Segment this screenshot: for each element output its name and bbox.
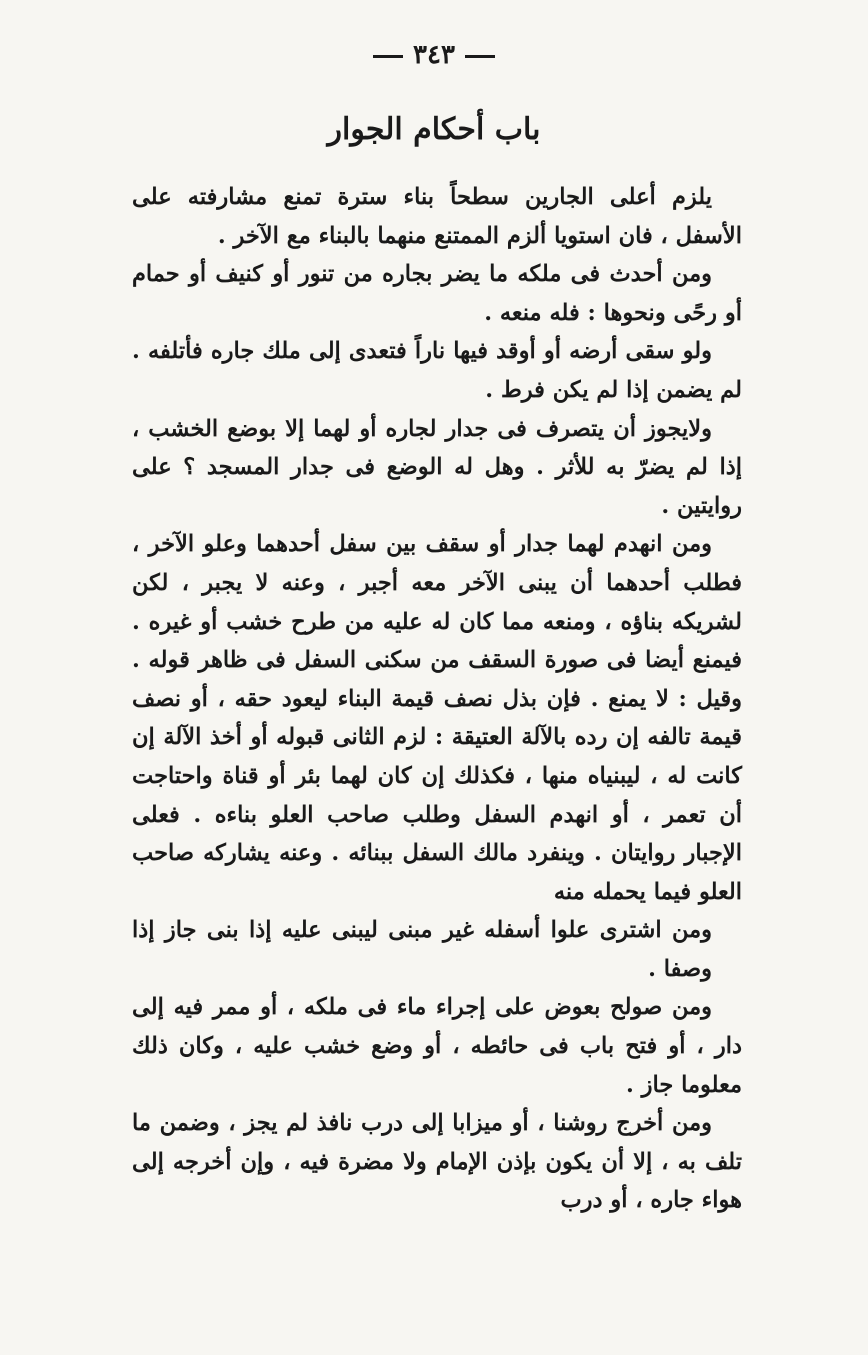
paragraph-2: ومن أحدث فى ملكه ما يضر بجاره من تنور أو كنيف أو حمام أو رحًى ونحوها : فله منعه . xyxy=(132,261,742,326)
page-number-dash-right xyxy=(465,55,495,58)
page-number-dash-left xyxy=(373,55,403,58)
paragraph-4: ولايجوز أن يتصرف فى جدار لجاره أو لهما إلا بوضع الخشب ، إذا لم يضرّ به للأثر . وهل له الوضع فى جدار المسجد ؟ على روايتين . xyxy=(132,415,742,519)
paragraph-3: ولو سقى أرضه أو أوقد فيها ناراً فتعدى إلى ملك جاره فأتلفه . لم يضمن إذا لم يكن فرط . xyxy=(132,338,742,403)
paragraph-5: ومن انهدم لهما جدار أو سقف بين سفل أحدهما وعلو الآخر ، فطلب أحدهما أن يبنى الآخر معه أجبر ، وعنه لا يجبر ، لكن لشريكه بناؤه ، ومنعه مما كان له عليه من طرح خشب أو غيره . فيمنع أيضا فى صورة السقف من سكنى السفل فى ظاهر قوله . وقيل : لا يمنع . فإن بذل نصف قيمة البناء ليعود حقه ، أو نصف قيمة تالفه إن رده بالآلة العتيقة : لزم الثانى قبوله أو أخذ الآلة إن كانت له ، ليبنياه منها ، فكذلك إن كان لهما بئر أو قناة واحتاجت أن تعمر ، أو انهدم السفل وطلب صاحب العلو بناءه . فعلى الإجبار روايتان . وينفرد مالك السفل ببنائه . وعنه يشاركه صاحب العلو فيما يحمله منه xyxy=(132,531,742,905)
body-text xyxy=(132,178,742,1220)
paragraph-7: ومن صولح بعوض على إجراء ماء فى ملكه ، أو ممر فيه إلى دار ، أو فتح باب فى حائطه ، أو وضع خشب عليه ، وكان ذلك معلوما جاز . xyxy=(132,994,742,1098)
chapter-title: باب أحكام الجوار xyxy=(327,112,541,147)
paragraph-1: يلزم أعلى الجارين سطحاً بناء سترة تمنع مشارفته على الأسفل ، فان استويا ألزم الممتنع منهما بالبناء مع الآخر . xyxy=(132,184,742,249)
paragraph-8: ومن أخرج روشنا ، أو ميزابا إلى درب نافذ لم يجز ، وضمن ما تلف به ، إلا أن يكون بإذن الإمام ولا مضرة فيه ، وإن أخرجه إلى هواء جاره ، أو درب xyxy=(132,1110,742,1214)
page-number-value: ٣٤٣ xyxy=(413,40,455,70)
paragraph-6: ومن اشترى علوا أسفله غير مبنى ليبنى عليه إذا بنى جاز إذا وصفا . xyxy=(132,917,712,982)
page-number xyxy=(0,40,868,70)
